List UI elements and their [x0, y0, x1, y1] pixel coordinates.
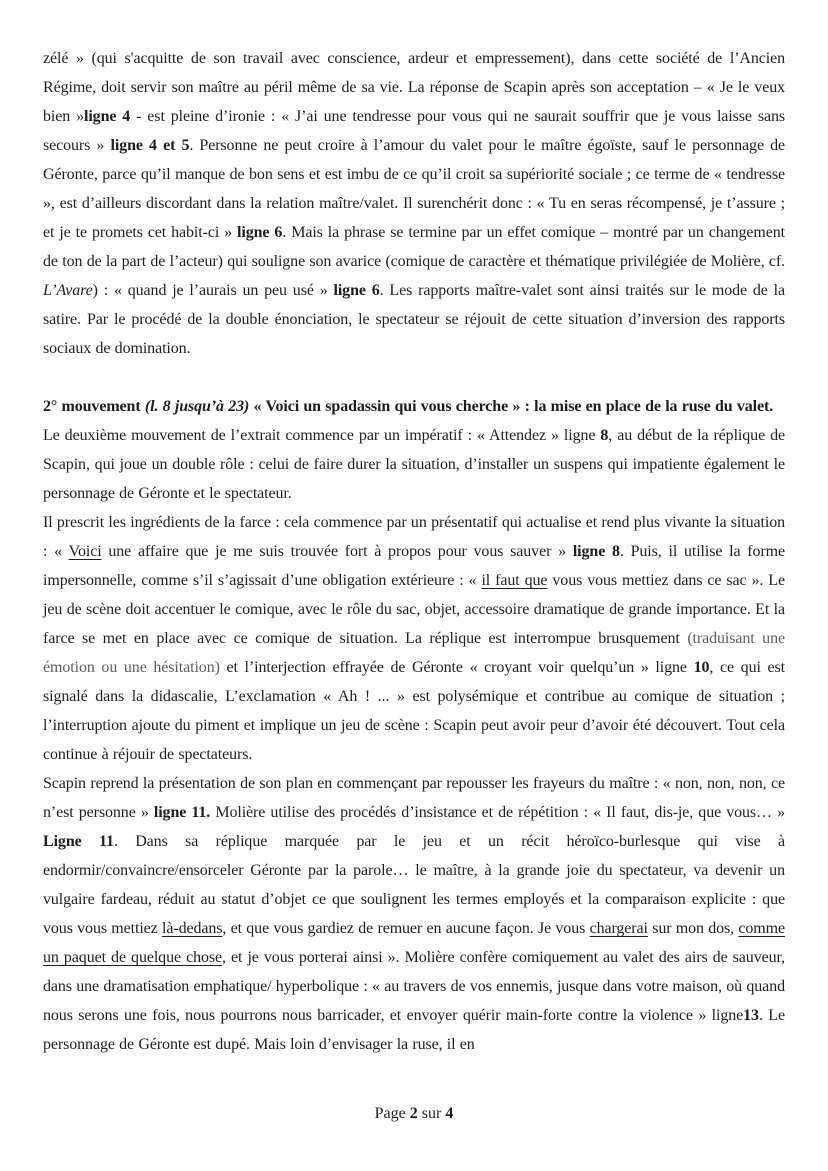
text-run: « Voici un spadassin qui vous cherche » : la mise en place de la ruse du valet. [249, 398, 774, 415]
text-run: 2 [409, 1105, 418, 1122]
text-run: . Mais la phrase se termine par un effet comique – montré par un changement de ton de la part de l’acteur) qui souligne son avarice (comique de caractère et thématique privilégiée de Molière, cf. [43, 224, 786, 270]
text-run: , et que vous gardiez de remuer en aucune façon. Je vous [222, 920, 590, 937]
text-run: , ce qui est signalé dans la didascalie, L’exclamation « Ah ! ... » est polysémique et contribue au comique de situation ; l’interruption ajoute du piment et implique un jeu de scène : Scapin peut avoir peur d’avoir été découvert. Tout cela continue à réjouir de spectateurs. [43, 659, 785, 763]
text-run: ) : « quand je l’aurais un peu usé » [92, 282, 334, 299]
paragraph-spacer [43, 363, 785, 392]
text-run: , au début de la réplique de Scapin, qui joue un double rôle : celui de faire durer la situation, d’installer un suspens qui impatiente également le personnage de Géronte et le spectateur. [43, 427, 785, 502]
text-run: ligne 6 [237, 224, 283, 241]
paragraph [43, 44, 785, 363]
text-run: chargerai [589, 920, 648, 937]
text-run: 8 [600, 427, 609, 444]
text-run: Le deuxième mouvement de l’extrait commence par un impératif : « Attendez » ligne [43, 427, 601, 444]
text-run: et l’interjection effrayée de Géronte « croyant voir quelqu’un » ligne [219, 659, 694, 676]
text-run: Ligne 11 [43, 833, 114, 850]
text-run: - est pleine d’ironie : « J’ai une tendresse pour vous qui ne saurait souffrir que je vous laisse sans secours » [43, 108, 785, 154]
text-run: Page [374, 1105, 410, 1122]
page-footer [0, 1103, 828, 1125]
text-run: . Dans sa réplique marquée par le jeu et un récit héroïco-burlesque qui vise à endormir/convaincre/ensorceler Géronte par la parole… le maître, à la grande joie du spectateur, va devenir un vulgaire fardeau, réduit au statut d’objet ce que soulignent les termes employés et la comparaison explicite : que vous vous mettiez [43, 833, 785, 937]
text-run: sur mon dos, [647, 920, 739, 937]
text-run: Voici [68, 543, 102, 560]
paragraph [43, 421, 785, 508]
text-run: . Personne ne peut croire à l’amour du valet pour le maître égoïste, sauf le personnage de Géronte, parce qu’il manque de bon sens et est imbu de ce qu’il croit sa supériorité sociale ; ce terme de « tendresse », est d’ailleurs discordant dans la relation maître/valet. Il surenchérit donc : « Tu en seras récompensé, je t’assure ; et je te promets cet habit-ci » [43, 137, 785, 241]
text-run: 13 [743, 1007, 759, 1024]
text-run: Il prescrit les ingrédients de la farce : cela commence par un présentatif qui actualise et rend plus vivante la situation : « [43, 514, 785, 560]
paragraph [43, 508, 785, 769]
text-run: ligne 4 [83, 108, 131, 125]
text-run: . Puis, il utilise la forme impersonnelle, comme s’il s’agissait d’une obligation extérieure : « [43, 543, 786, 589]
text-run: 10 [693, 659, 710, 676]
text-run: comme un paquet de quelque chose [43, 920, 785, 966]
text-run: il faut que [481, 572, 548, 589]
text-run: ligne 6 [333, 282, 380, 299]
text-run: une affaire que je me suis trouvée fort à propos pour vous sauver » [101, 543, 573, 560]
section-heading [43, 392, 785, 421]
text-run: (l. 8 jusqu’à 23) [144, 398, 250, 415]
text-run: L’Avare [43, 282, 93, 299]
text-run: 2° mouvement [43, 398, 145, 415]
text-run: . Les rapports maître-valet sont ainsi traités sur le mode de la satire. Par le procédé de la double énonciation, le spectateur se réjouit de cette situation d’inversion des rapports sociaux de domination. [43, 282, 786, 357]
text-run: ligne 11. [153, 804, 211, 821]
text-run: là-dedans [162, 920, 223, 937]
text-run: sur [417, 1105, 446, 1122]
text-run: (traduisant une émotion ou une hésitation) [43, 630, 785, 676]
text-run: ligne 8 [572, 543, 620, 560]
text-run: ligne 4 et 5 [110, 137, 190, 154]
text-run: 4 [445, 1105, 454, 1122]
text-run: zélé » (qui s'acquitte de son travail avec conscience, ardeur et empressement), dans cette société de l’Ancien Régime, doit servir son maître au péril même de sa vie. La réponse de Scapin après son acceptation – « Je le veux bien » [43, 50, 785, 125]
text-run: Molière utilise des procédés d’insistance et de répétition : « Il faut, dis-je, que vous… » [210, 804, 785, 821]
text-run: Scapin reprend la présentation de son plan en commençant par repousser les frayeurs du maître : « non, non, non, ce n’est personne » [43, 775, 785, 821]
paragraph [43, 769, 785, 1059]
text-run: , et je vous porterai ainsi ». Molière confère comiquement au valet des airs de sauveur, dans une dramatisation emphatique/ hyperbolique : « au travers de vos ennemis, jusque dans votre maison, où quand nous serons une fois, nous pourrons nous barricader, et envoyer quérir main-forte contre la violence » ligne [43, 949, 785, 1024]
text-run: vous vous mettiez dans ce sac ». Le jeu de scène doit accentuer le comique, avec le rôle du sac, objet, accessoire dramatique de grande importance. Et la farce se met en place avec ce comique de situation. La réplique est interrompue brusquement [43, 572, 785, 647]
text-run: . Le personnage de Géronte est dupé. Mais loin d’envisager la ruse, il en [43, 1007, 785, 1053]
document-body [43, 44, 785, 1059]
